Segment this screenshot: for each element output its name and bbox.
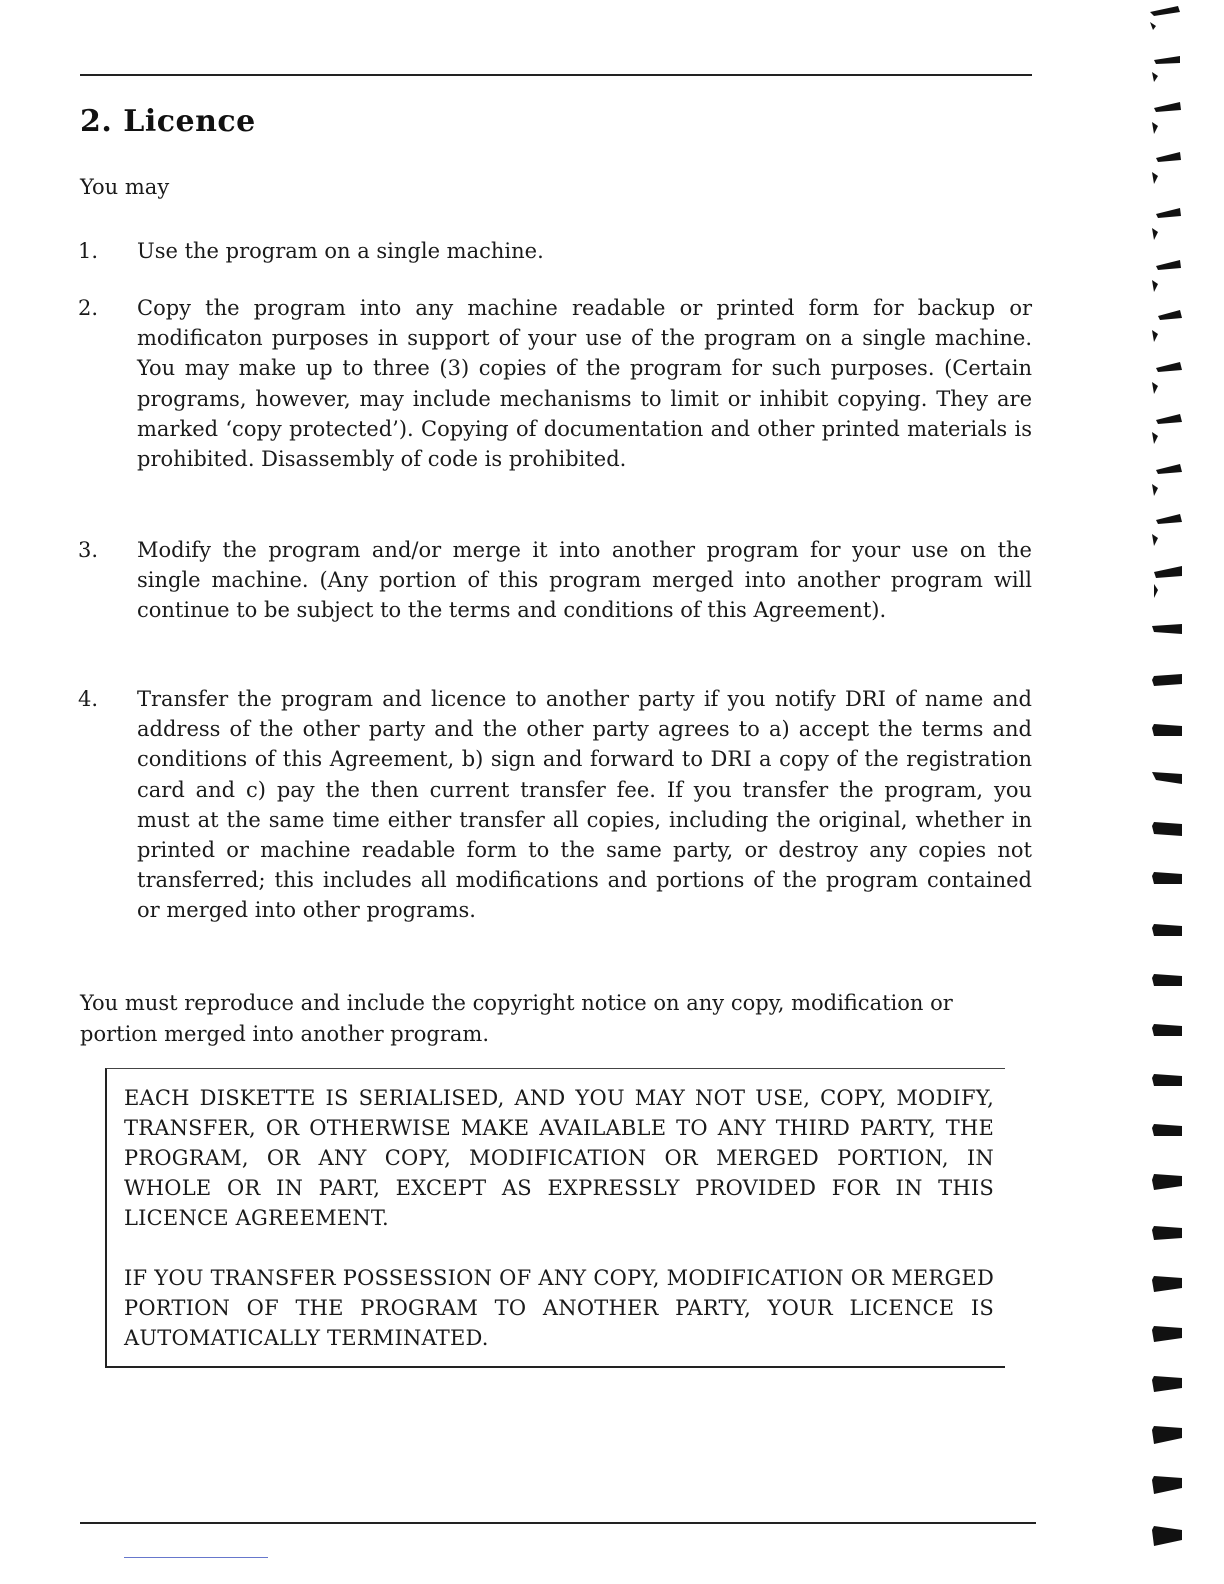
spiral-binding-holes <box>1140 0 1224 1584</box>
footer-rule <box>124 1557 268 1558</box>
binding-hole <box>1152 228 1158 240</box>
section-title: 2. Licence <box>80 104 256 139</box>
list-item-text: Copy the program into any machine readable or printed form for backup or modificaton purposes in support of your use of the program on a single machine. You may make up to three (3) copies of the program for such purposes. (Certain programs, however, may include mechanisms to limit or inhibit copying. They are marked ‘copy protected’). Copying of documentation and other printed materials is prohibited. Disassembly of code is prohibited. <box>137 296 1032 472</box>
binding-hole <box>1152 822 1182 836</box>
binding-hole <box>1152 382 1158 394</box>
list-item-number: 2. <box>78 296 99 320</box>
binding-hole <box>1152 1376 1182 1392</box>
binding-hole <box>1152 1074 1182 1086</box>
binding-hole <box>1154 584 1158 598</box>
top-rule <box>80 74 1032 76</box>
binding-hole <box>1156 362 1182 372</box>
list-item-text: Modify the program and/or merge it into another program for your use on the single machine. (Any portion of this program merged into another program will continue to be subject to the terms and conditions of this Agreement). <box>137 538 1032 623</box>
binding-hole <box>1152 1526 1182 1546</box>
binding-hole <box>1152 1276 1182 1292</box>
binding-hole <box>1152 1326 1182 1342</box>
list-item-number: 1. <box>78 239 99 263</box>
binding-hole <box>1152 872 1182 884</box>
notice-paragraph: IF YOU TRANSFER POSSESSION OF ANY COPY, MODIFICATION OR MERGED PORTION OF THE PROGRAM TO ANOTHER PARTY, YOUR LICENCE IS AUTOMATICALLY TERMINATED. <box>124 1266 994 1350</box>
binding-hole <box>1156 414 1182 424</box>
bottom-rule <box>80 1522 1036 1524</box>
binding-hole <box>1152 1426 1182 1444</box>
binding-hole <box>1158 310 1182 320</box>
binding-hole <box>1152 122 1158 134</box>
intro-text: You may <box>80 175 170 199</box>
binding-hole <box>1152 484 1158 496</box>
binding-hole <box>1152 624 1182 634</box>
notice-paragraph: EACH DISKETTE IS SERIALISED, AND YOU MAY NOT USE, COPY, MODIFY, TRANSFER, OR OTHERWISE MAKE AVAILABLE TO ANY THIRD PARTY, THE PROGRAM, OR ANY COPY, MODIFICATION OR MERGED PORTION, IN WHOLE OR IN PART, EXCEPT AS EXPRESSLY PROVIDED FOR IN THIS LICENCE AGREEMENT. <box>124 1086 994 1230</box>
binding-hole <box>1152 1476 1182 1494</box>
closing-paragraph: You must reproduce and include the copyright notice on any copy, modification or portion merged into another program. <box>80 991 953 1046</box>
binding-hole <box>1152 974 1182 986</box>
list-item-number: 4. <box>78 687 99 711</box>
list-item-text: Transfer the program and licence to another party if you notify DRI of name and address of the other party and the other party agrees to a) accept the terms and conditions of this Agreement, b) sign and forward to DRI a copy of the registration card and c) pay the then current transfer fee. If you transfer the program, you must at the same time either transfer all copies, including the original, whether in printed or machine readable form to the same party, or destroy any copies not transferred; this includes all modifications and portions of the program contained or merged into other programs. <box>137 687 1032 923</box>
binding-hole <box>1152 772 1182 784</box>
binding-hole <box>1152 172 1158 184</box>
binding-hole <box>1154 566 1182 578</box>
binding-hole <box>1156 514 1182 524</box>
binding-hole <box>1156 260 1181 270</box>
binding-hole <box>1156 208 1181 218</box>
binding-hole <box>1152 674 1182 686</box>
binding-hole <box>1154 102 1181 112</box>
binding-hole <box>1156 464 1182 474</box>
binding-hole <box>1152 1174 1182 1190</box>
binding-hole <box>1154 56 1180 64</box>
binding-hole <box>1152 72 1158 82</box>
binding-hole <box>1152 724 1182 736</box>
binding-hole <box>1152 924 1182 936</box>
binding-hole <box>1152 330 1158 342</box>
licence-notice-box <box>105 1068 1005 1368</box>
binding-hole <box>1150 22 1156 30</box>
binding-hole <box>1152 1226 1182 1240</box>
binding-hole <box>1152 1024 1182 1036</box>
binding-hole <box>1150 6 1180 16</box>
binding-hole <box>1152 1124 1182 1136</box>
binding-hole <box>1152 534 1158 546</box>
list-item-text: Use the program on a single machine. <box>137 239 544 263</box>
binding-hole <box>1152 280 1158 292</box>
binding-hole <box>1152 432 1158 444</box>
binding-hole <box>1156 152 1181 162</box>
list-item-number: 3. <box>78 538 99 562</box>
